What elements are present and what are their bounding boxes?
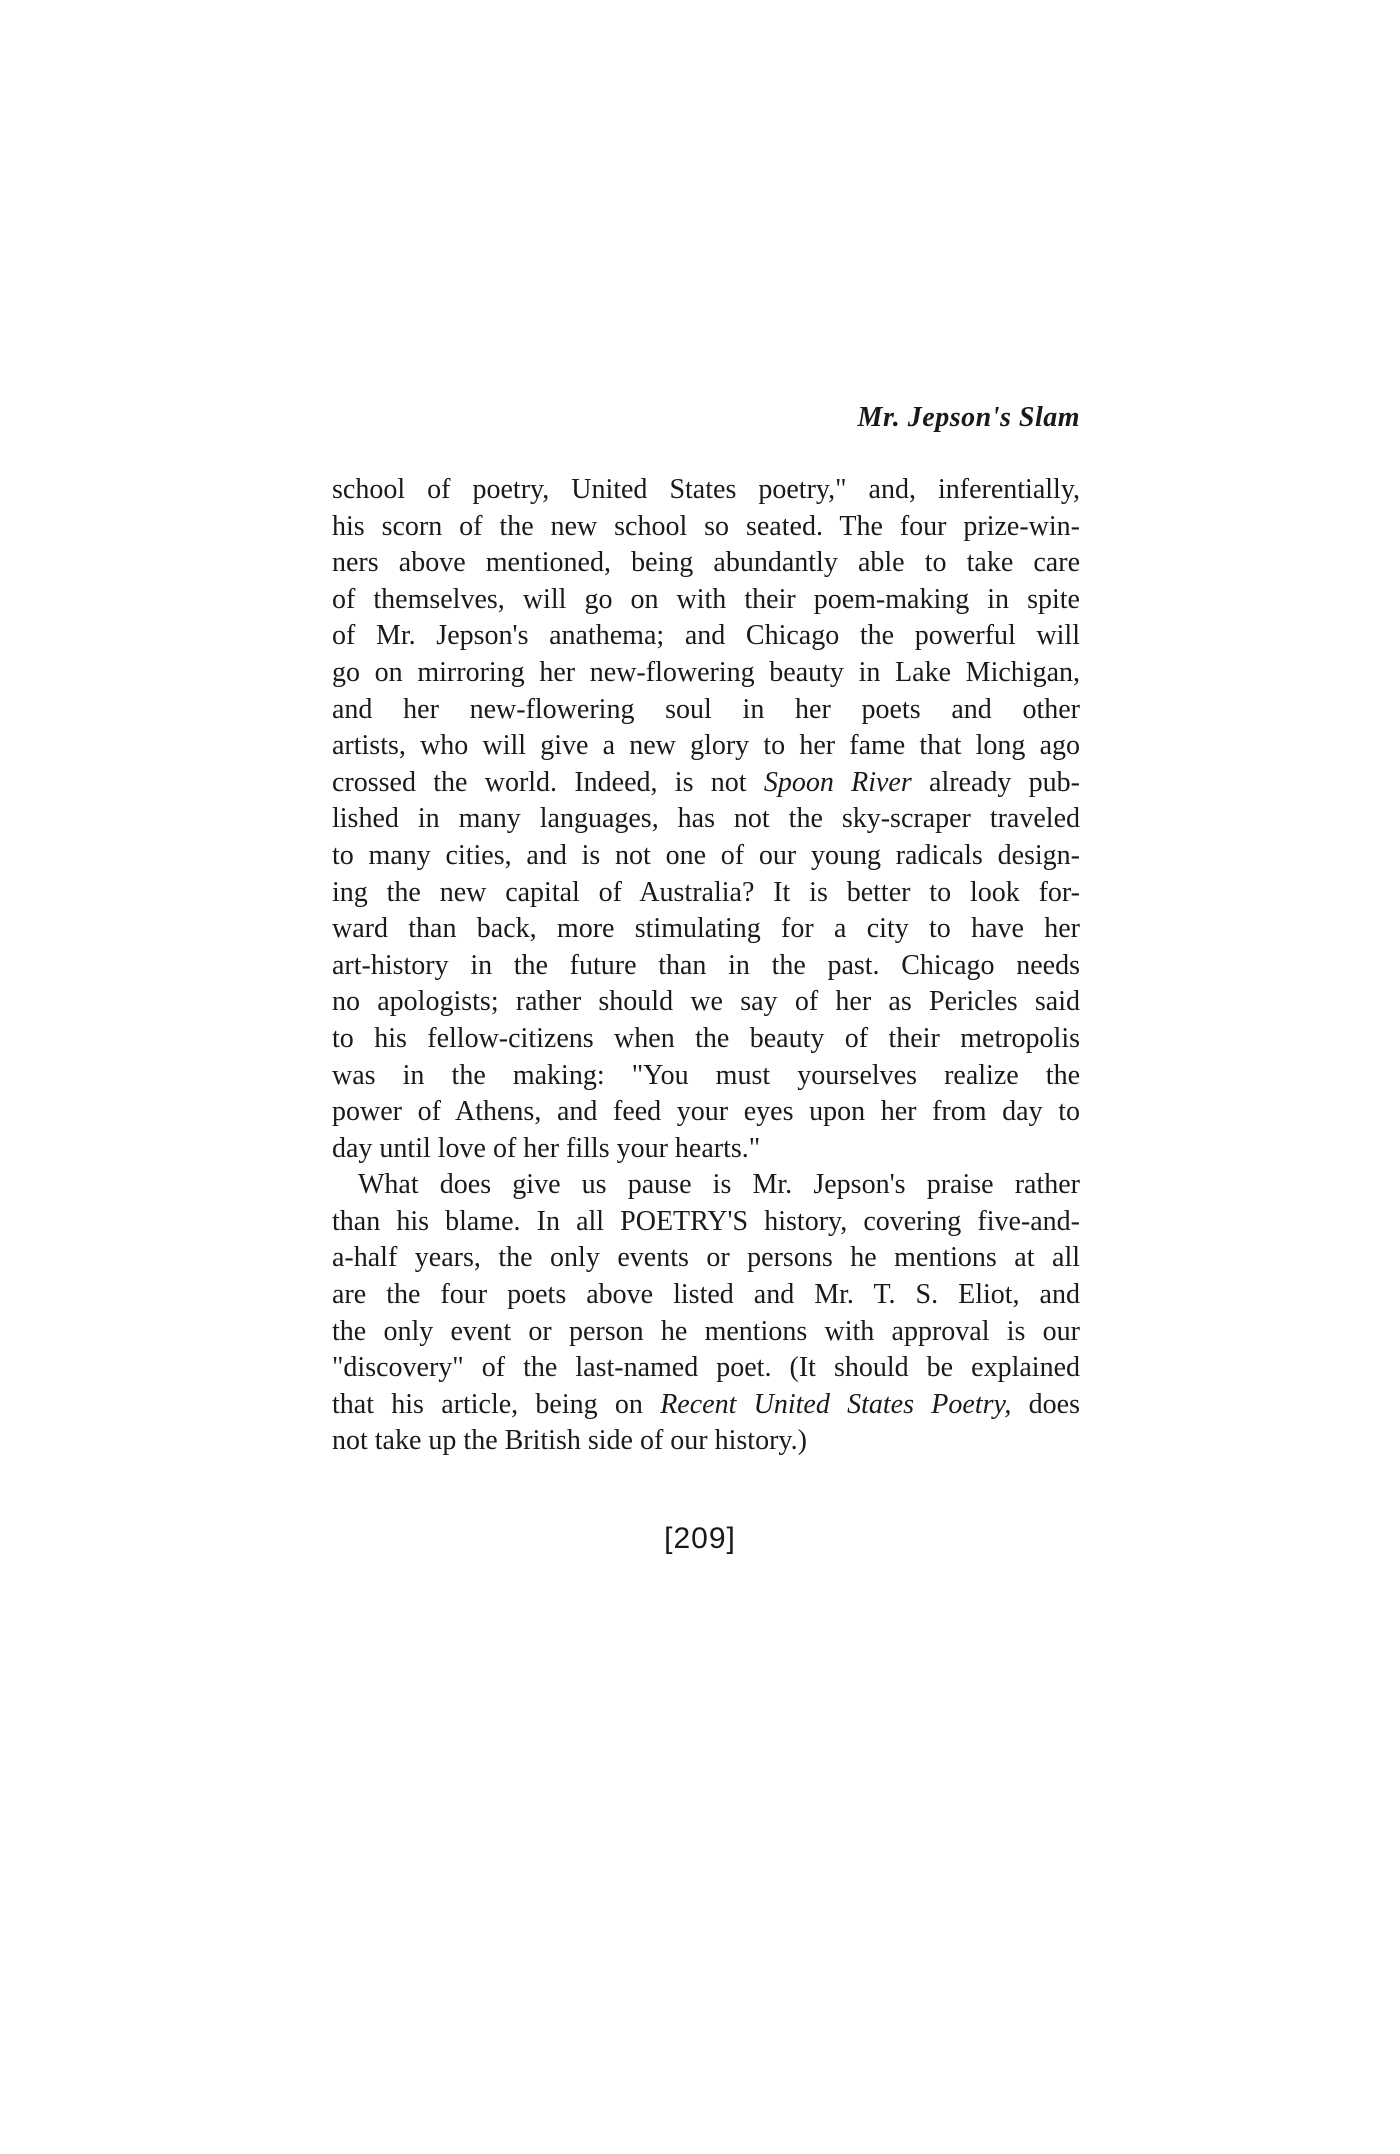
text-line: school of poetry, United States poetry," and, inferentially, <box>332 474 1080 505</box>
text-line: and her new-flowering soul in her poets and other <box>332 693 1080 725</box>
text-line: than his blame. In all POETRY'S history, covering five-and- <box>332 1205 1080 1237</box>
italic-title: Spoon River <box>763 766 912 798</box>
text-line: of themselves, will go on with their poem-making in spite <box>332 583 1080 615</box>
text-line: artists, who will give a new glory to her fame that long ago <box>332 730 1080 762</box>
text-line: power of Athens, and feed your eyes upon her from day to <box>332 1096 1080 1128</box>
text-line: "discovery" of the last-named poet. (It should be explained <box>332 1352 1080 1384</box>
text-line <box>332 765 1080 802</box>
text-line: ing the new capital of Australia? It is better to look for- <box>332 876 1080 908</box>
italic-title: Recent United States Poetry, <box>660 1388 1012 1420</box>
text-line: of Mr. Jepson's anathema; and Chicago the powerful will <box>332 620 1080 652</box>
page-number: [209] <box>664 1522 736 1555</box>
running-title: Mr. Jepson's Slam <box>857 402 1080 433</box>
text-line: ward than back, more stimulating for a city to have her <box>332 913 1080 945</box>
body-text <box>332 472 1080 1460</box>
text-line: ners above mentioned, being abundantly able to take care <box>332 547 1080 579</box>
text-line: no apologists; rather should we say of her as Pericles said <box>332 986 1080 1018</box>
text-fragment: crossed the world. Indeed, is not <box>332 766 764 798</box>
text-line: was in the making: "You must yourselves realize the <box>332 1059 1080 1091</box>
text-line: lished in many languages, has not the sky-scraper traveled <box>332 803 1080 835</box>
text-line <box>332 1387 1080 1424</box>
text-line: the only event or person he mentions with approval is our <box>332 1315 1080 1347</box>
text-fragment: that his article, being on <box>332 1388 661 1420</box>
text-line: go on mirroring her new-flowering beauty in Lake Michigan, <box>332 656 1080 688</box>
text-line: to many cities, and is not one of our young radicals design- <box>332 839 1080 871</box>
text-line: not take up the British side of our history.) <box>332 1425 807 1457</box>
text-line: a-half years, the only events or persons he mentions at all <box>332 1242 1080 1274</box>
text-fragment: does <box>1011 1388 1080 1420</box>
text-fragment: already pub- <box>911 766 1081 798</box>
text-line: day until love of her fills your hearts." <box>332 1132 761 1164</box>
text-line: his scorn of the new school so seated. The four prize-win- <box>332 510 1080 542</box>
text-line: to his fellow-citizens when the beauty of their metropolis <box>332 1022 1080 1054</box>
text-line: What does give us pause is Mr. Jepson's praise rather <box>358 1169 1080 1201</box>
text-line: are the four poets above listed and Mr. T. S. Eliot, and <box>332 1279 1080 1311</box>
text-line: art-history in the future than in the past. Chicago needs <box>332 949 1080 981</box>
